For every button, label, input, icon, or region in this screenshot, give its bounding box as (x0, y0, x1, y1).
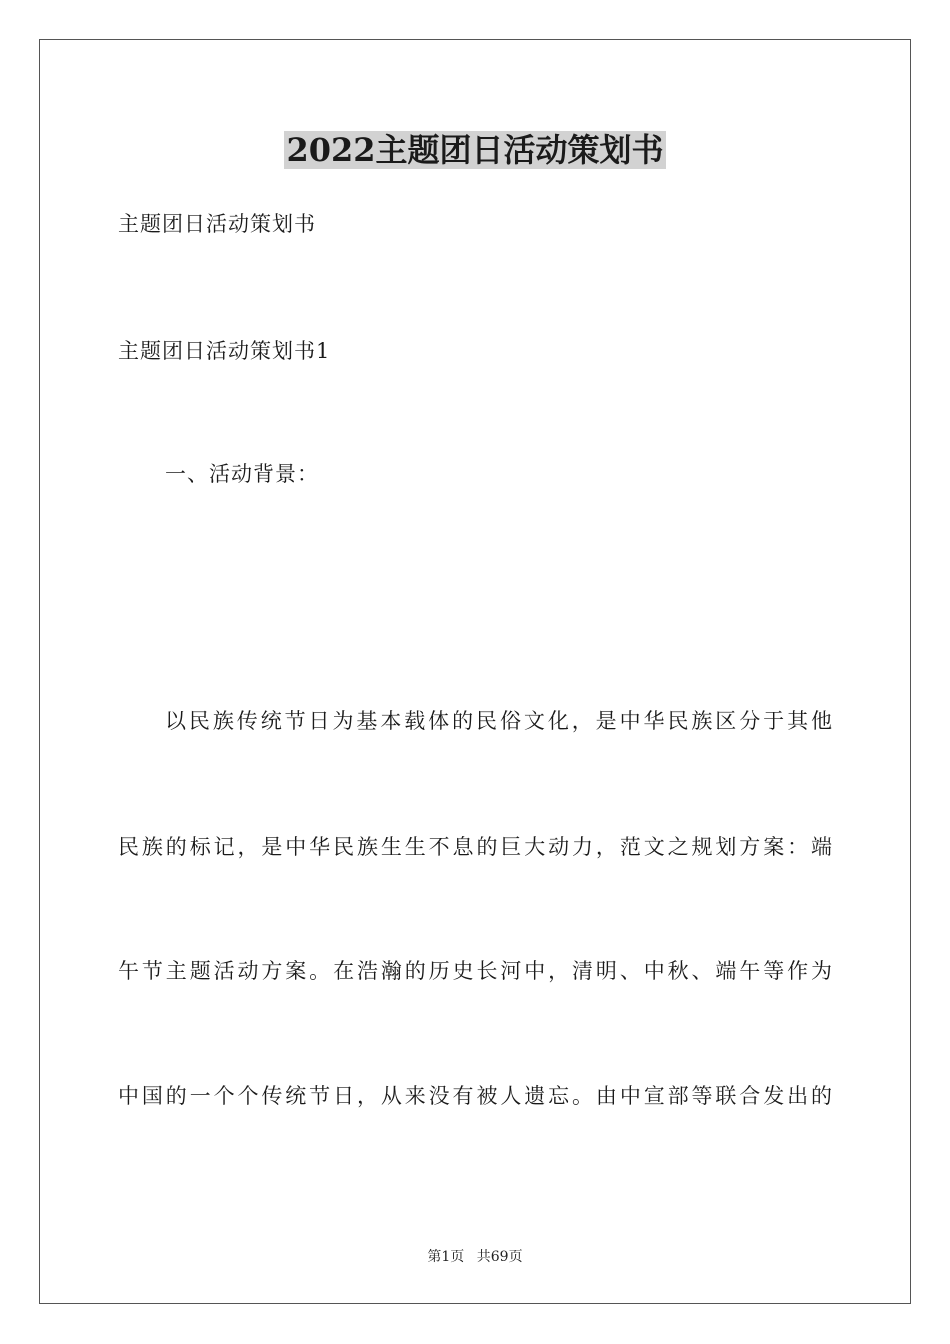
document-title-text: 2022主题团日活动策划书 (286, 131, 664, 169)
body-paragraph-line-3: 午节主题活动方案。在浩瀚的历史长河中，清明、中秋、端午等作为 (118, 959, 832, 983)
body-paragraph-line-4: 中国的一个个传统节日，从来没有被人遗忘。由中宣部等联合发出的 (118, 1084, 832, 1108)
document-title (0, 128, 950, 172)
section-heading: 主题团日活动策划书1 (118, 339, 331, 363)
page-footer (0, 1247, 950, 1267)
page-number-current: 第1页 (427, 1249, 465, 1265)
item-heading: 一、活动背景： (165, 462, 319, 486)
body-paragraph-line-1: 以民族传统节日为基本载体的民俗文化，是中华民族区分于其他 (165, 709, 832, 733)
document-subtitle: 主题团日活动策划书 (118, 212, 316, 236)
page-number-total: 共69页 (476, 1249, 523, 1265)
body-paragraph-line-2: 民族的标记，是中华民族生生不息的巨大动力，范文之规划方案：端 (118, 835, 832, 859)
